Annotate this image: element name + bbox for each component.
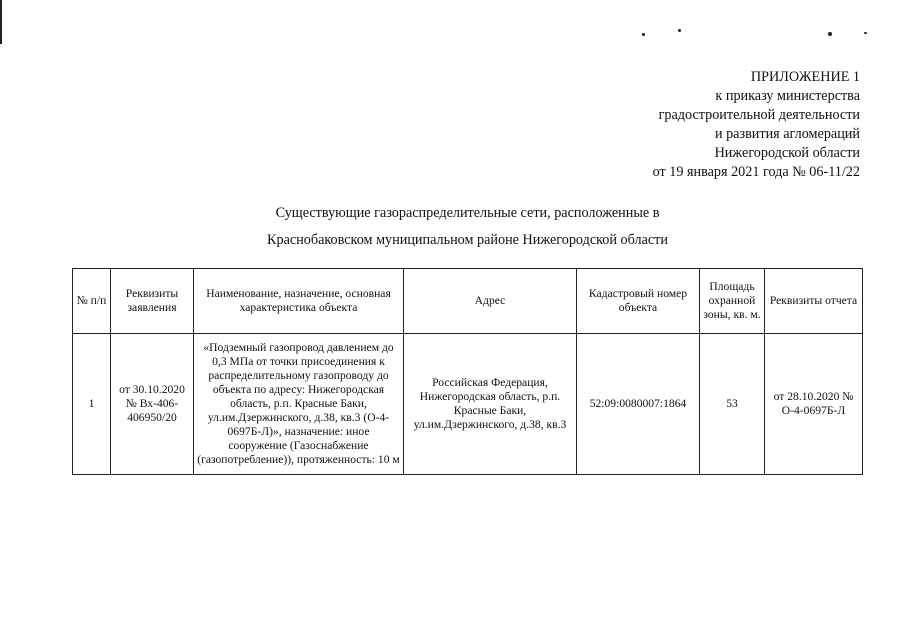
cell-address: Российская Федерация, Нижегородская область, р.п. Красные Баки, ул.им.Дзержинского, д.38, кв.3 [404,334,577,475]
gas-network-table [72,268,863,475]
appendix-heading: ПРИЛОЖЕНИЕ 1 [750,69,860,85]
header-report-details: Реквизиты отчета [765,269,863,334]
scan-speck [642,33,645,36]
scan-speck [864,32,867,34]
header-protection-area: Площадь охранной зоны, кв. м. [700,269,765,334]
appendix-line: и развития агломераций [714,126,860,142]
table-row [73,334,863,475]
appendix-block [653,68,860,182]
scan-edge-mark [0,0,2,44]
cell-protection-area: 53 [700,334,765,475]
header-num: № п/п [73,269,111,334]
header-object-name: Наименование, назначение, основная характеристика объекта [194,269,404,334]
header-application-details: Реквизиты заявления [111,269,194,334]
cell-num: 1 [73,334,111,475]
table-header-row [73,269,863,334]
appendix-line: к приказу министерства [715,88,860,104]
scan-speck [828,32,832,36]
appendix-order-line: от 19 января 2021 года № 06-11/22 [652,164,860,180]
cell-cadastral-number: 52:09:0080007:1864 [577,334,700,475]
appendix-line: Нижегородской области [714,145,860,161]
cell-object-name: «Подземный газопровод давлением до 0,3 МПа от точки присоединения к распределительному газопроводу до объекта по адресу: Нижегородская область, р.п. Красные Баки, ул.им.Дзержинского, д.38, кв.3 (О-4-0697Б-Л)», назначение: иное сооружение (Газоснабжение (газопотребление)), протяженность: 10 м [194,334,404,475]
title-line: Краснобаковском муниципальном районе Нижегородской области [267,232,668,248]
cell-report-details: от 28.10.2020 № О-4-0697Б-Л [765,334,863,475]
title-line: Существующие газораспределительные сети, расположенные в [275,205,660,221]
header-cadastral-number: Кадастровый номер объекта [577,269,700,334]
scan-speck [678,29,681,32]
document-title [0,200,905,254]
header-address: Адрес [404,269,577,334]
appendix-line: градостроительной деятельности [658,107,860,123]
cell-application-details: от 30.10.2020 № Вх-406-406950/20 [111,334,194,475]
